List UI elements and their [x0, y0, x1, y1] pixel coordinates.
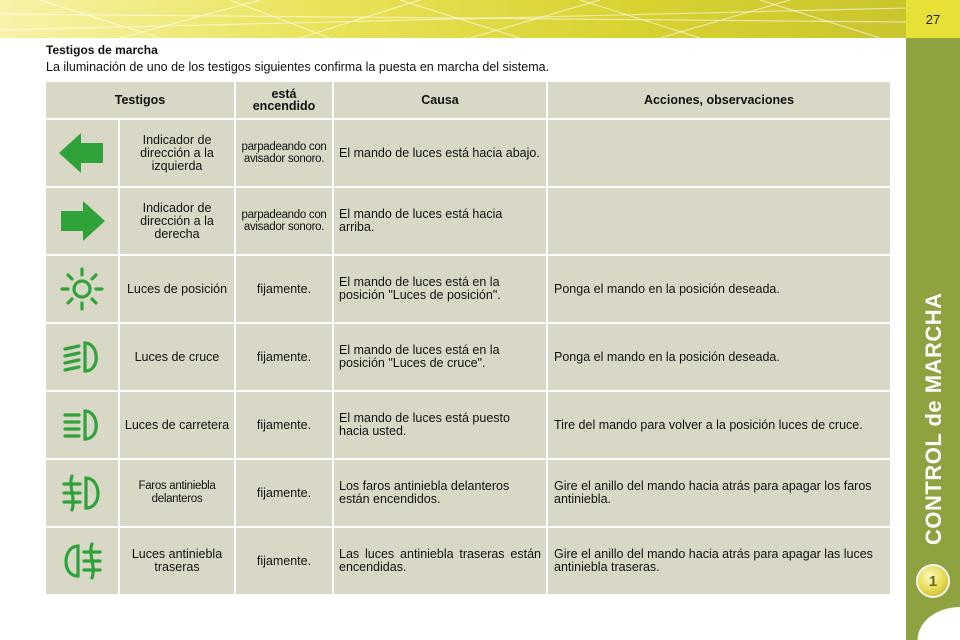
- row-state: parpadeando con avisador sonoro.: [236, 188, 332, 254]
- row-cause: El mando de luces está hacia arriba.: [334, 188, 546, 254]
- section-intro: La iluminación de uno de los testigos siguientes confirma la puesta en marcha del sistema.: [46, 60, 550, 74]
- front-fog-lights-icon: [46, 460, 118, 526]
- chapter-badge: 1: [916, 564, 950, 598]
- header-causa: Causa: [334, 82, 546, 118]
- row-action: [548, 120, 890, 186]
- header-acciones: Acciones, observaciones: [548, 82, 890, 118]
- row-action: [548, 188, 890, 254]
- row-cause: Las luces antiniebla traseras están encendidas.: [334, 528, 546, 594]
- left-turn-arrow-icon: [46, 120, 118, 186]
- table-header-row: [46, 82, 890, 118]
- row-cause: El mando de luces está en la posición "Luces de cruce".: [334, 324, 546, 390]
- main-beam-icon: [46, 392, 118, 458]
- position-lights-icon: [46, 256, 118, 322]
- table-row: [46, 120, 890, 186]
- row-state: fijamente.: [236, 256, 332, 322]
- section-title: Testigos de marcha: [46, 43, 158, 57]
- table-row: [46, 256, 890, 322]
- row-cause: El mando de luces está hacia abajo.: [334, 120, 546, 186]
- row-state: fijamente.: [236, 460, 332, 526]
- chapter-title: [914, 505, 960, 545]
- row-cause: El mando de luces está en la posición "Luces de posición".: [334, 256, 546, 322]
- table-row: [46, 324, 890, 390]
- row-state: fijamente.: [236, 324, 332, 390]
- right-turn-arrow-icon: [46, 188, 118, 254]
- page-curl-decoration: [906, 598, 960, 640]
- table-row: [46, 460, 890, 526]
- row-action: Gire el anillo del mando hacia atrás para apagar las luces antiniebla traseras.: [548, 528, 890, 594]
- row-action: Ponga el mando en la posición deseada.: [548, 256, 890, 322]
- row-name: Luces de carretera: [120, 392, 234, 458]
- row-name: Indicador de dirección a la izquierda: [120, 120, 234, 186]
- top-banner: [0, 0, 906, 38]
- row-name: Luces antiniebla traseras: [120, 528, 234, 594]
- row-state: fijamente.: [236, 528, 332, 594]
- page-number: 27: [906, 0, 960, 38]
- table-row: [46, 528, 890, 594]
- row-name: Indicador de dirección a la derecha: [120, 188, 234, 254]
- header-testigos: Testigos: [46, 82, 234, 118]
- row-state: parpadeando con avisador sonoro.: [236, 120, 332, 186]
- row-action: Gire el anillo del mando hacia atrás para apagar los faros antiniebla.: [548, 460, 890, 526]
- row-name: Faros antiniebla delanteros: [120, 460, 234, 526]
- dipped-beam-icon: [46, 324, 118, 390]
- row-action: Tire del mando para volver a la posición luces de cruce.: [548, 392, 890, 458]
- row-cause: Los faros antiniebla delanteros están encendidos.: [334, 460, 546, 526]
- row-name: Luces de cruce: [120, 324, 234, 390]
- warning-lights-table: [44, 80, 892, 596]
- rear-fog-lights-icon: [46, 528, 118, 594]
- header-estado: está encendido: [236, 82, 332, 118]
- row-state: fijamente.: [236, 392, 332, 458]
- row-action: Ponga el mando en la posición deseada.: [548, 324, 890, 390]
- row-cause: El mando de luces está puesto hacia usted.: [334, 392, 546, 458]
- table-row: [46, 188, 890, 254]
- table-row: [46, 392, 890, 458]
- row-name: Luces de posición: [120, 256, 234, 322]
